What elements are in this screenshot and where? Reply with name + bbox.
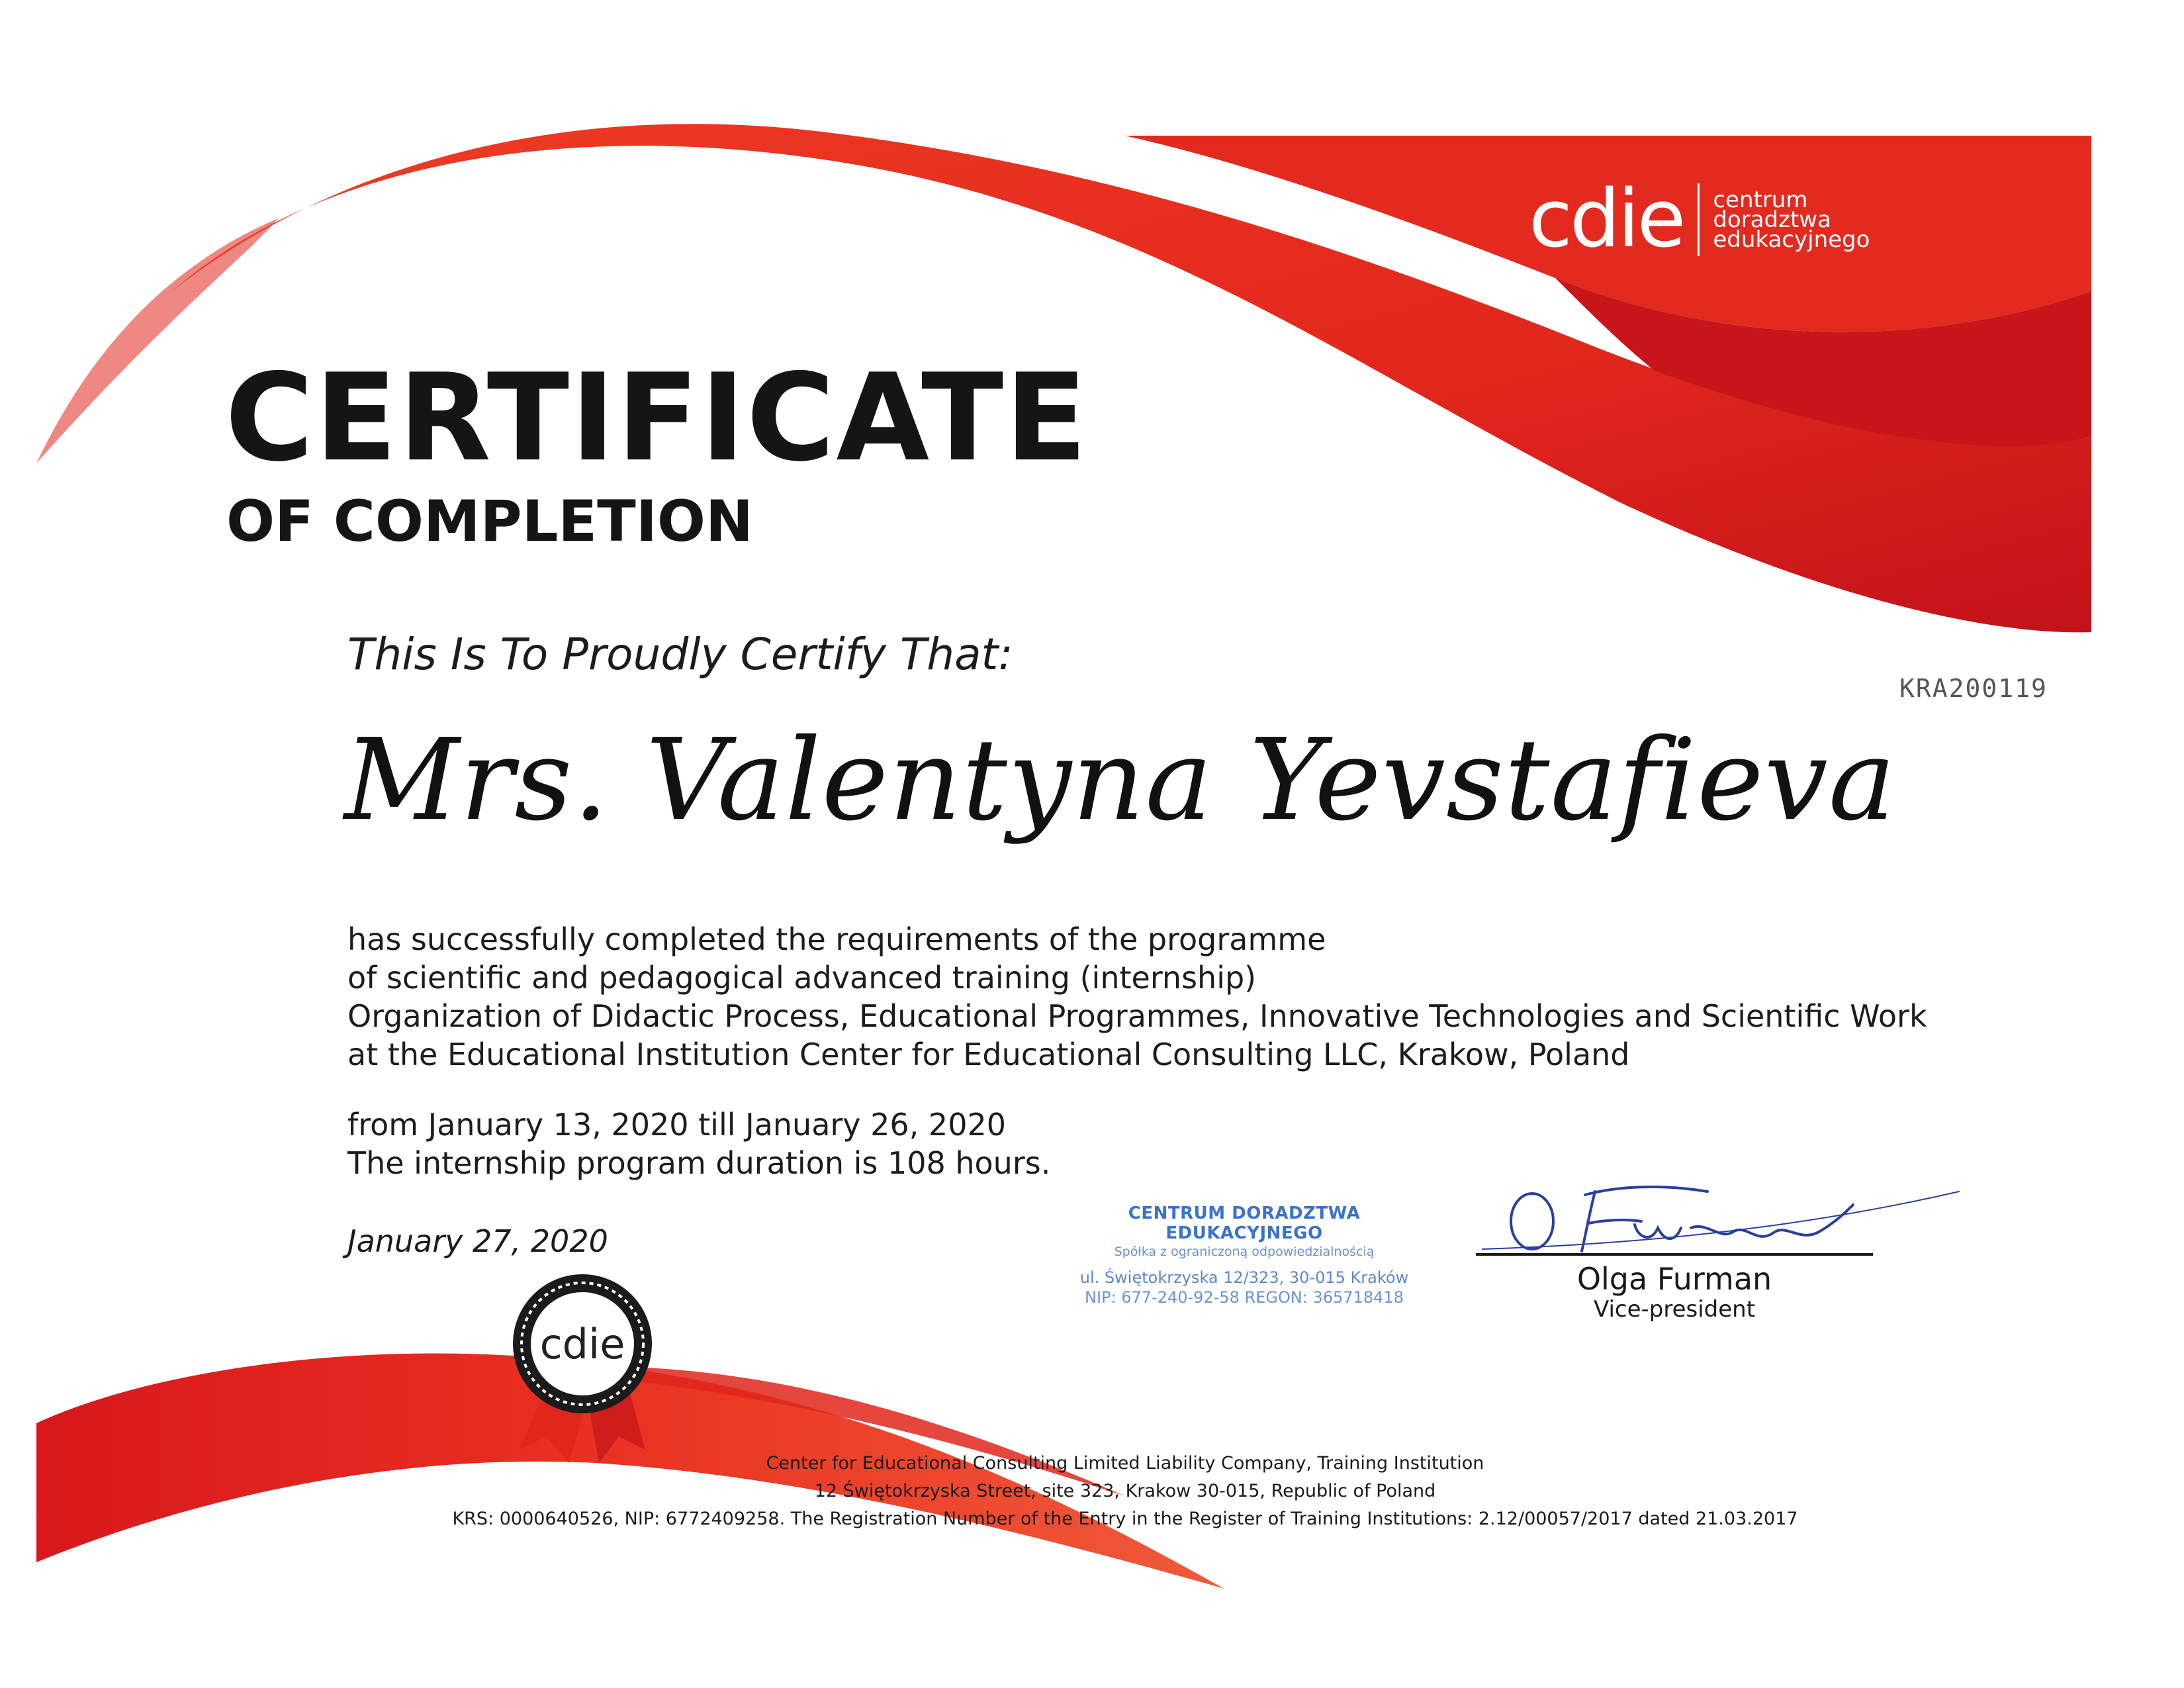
signature-line bbox=[1476, 1253, 1873, 1256]
description-line-4: at the Educational Institution Center for Educational Consulting LLC, Krakow, Poland bbox=[347, 1037, 1630, 1072]
period-dates: from January 13, 2020 till January 26, 2020 bbox=[347, 1107, 1006, 1143]
program-period bbox=[347, 1105, 1050, 1182]
description-line-3: Organization of Didactic Process, Educational Programmes, Innovative Technologies and Scientific Work bbox=[347, 998, 1927, 1034]
seal-text: cdie bbox=[539, 1320, 625, 1368]
signer-name: Olga Furman bbox=[1576, 1261, 1772, 1297]
logo-line-3: edukacyjnego bbox=[1713, 226, 1870, 253]
stamp-line-3: ul. Świętokrzyska 12/323, 30-015 Kraków bbox=[1079, 1268, 1409, 1287]
certify-intro: This Is To Proudly Certify That: bbox=[347, 629, 1013, 680]
recipient-name: Mrs. Valentyna Yevstafieva bbox=[344, 715, 1897, 846]
certificate-title: CERTIFICATE bbox=[225, 348, 1089, 488]
footer-line-1: Center for Educational Consulting Limited Liability Company, Training Institution bbox=[766, 1453, 1484, 1474]
certificate-subtitle: OF COMPLETION bbox=[226, 489, 753, 555]
stamp-line-4: NIP: 677-240-92-58 REGON: 365718418 bbox=[1085, 1288, 1404, 1307]
stamp-line-1: CENTRUM DORADZTWA EDUKACYJNEGO bbox=[1128, 1203, 1361, 1243]
logo-wordmark: cdie bbox=[1529, 173, 1684, 265]
completion-description bbox=[347, 920, 1927, 1074]
signature-handwriting bbox=[1482, 1187, 1959, 1251]
issue-date: January 27, 2020 bbox=[347, 1223, 608, 1259]
footer-line-2: 12 Świętokrzyska Street, site 323, Krakow 30-015, Republic of Poland bbox=[814, 1481, 1436, 1501]
logo-subtitle bbox=[1713, 187, 1870, 253]
footer-legal bbox=[397, 1450, 1853, 1533]
logo-divider bbox=[1698, 183, 1700, 256]
description-line-2: of scientific and pedagogical advanced training (internship) bbox=[347, 960, 1257, 996]
certificate-number: KRA200119 bbox=[1899, 674, 2048, 703]
footer-line-3: KRS: 0000640526, NIP: 6772409258. The Registration Number of the Entry in the Register of Training Institutions: 2.12/00057/2017 dated 21.03.2017 bbox=[452, 1509, 1798, 1529]
description-line-1: has successfully completed the requirements of the programme bbox=[347, 921, 1326, 957]
logo-line-2: doradztwa bbox=[1713, 207, 1831, 233]
company-logo bbox=[1529, 173, 1870, 265]
signer-role: Vice-president bbox=[1593, 1296, 1756, 1323]
company-stamp bbox=[1079, 1203, 1410, 1307]
period-duration: The internship program duration is 108 hours. bbox=[347, 1145, 1051, 1181]
stamp-line-2: Spółka z ograniczoną odpowiedzialnością bbox=[1114, 1244, 1375, 1259]
seal bbox=[513, 1274, 652, 1413]
logo-line-1: centrum bbox=[1713, 187, 1808, 213]
